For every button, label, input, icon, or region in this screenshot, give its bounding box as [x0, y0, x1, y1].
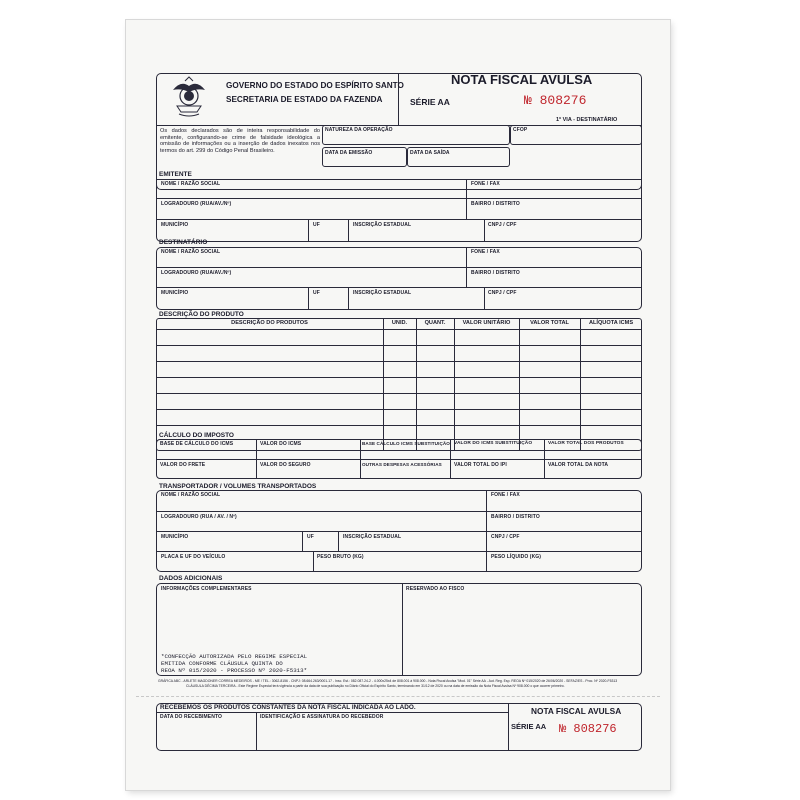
carrier-address-label: LOGRADOURO (RUA / AV. / Nº): [161, 514, 237, 520]
issuer-cnpj-label: CNPJ / CPF: [488, 222, 517, 228]
issuer-phone-label: FONE / FAX: [471, 181, 500, 187]
invoice-number: № 808276: [524, 93, 587, 108]
issuer-name-label: NOME / RAZÃO SOCIAL: [161, 181, 221, 187]
col-unit-value: VALOR UNITÁRIO: [462, 320, 511, 326]
stub-number: № 808276: [559, 722, 617, 736]
recipient-address-label: LOGRADOURO (RUA/AV./Nº): [161, 270, 232, 276]
other-expenses-label: OUTRAS DESPESAS ACESSÓRIAS: [362, 462, 442, 467]
printer-imprint-line-1: GRÁFICA ABC - ARLETE MAGDONER CORREA MEDEIROS - ME / TEL.: 3062-8156 - CNPJ: 08.664.263/0001-17 - Insc. Est.: 082.087.24-2 - 4.000x25x4 de 808.001 à 908.000 - Nota Fiscal Avulsa "Mod. 01" Série AA - Aut. Reg. Esp. REOA Nº 015/2020 de 26/06/2020 - SEFAZ/ES - Proc. Nº 2020-F5313: [158, 679, 618, 683]
carrier-cnpj-label: CNPJ / CPF: [491, 534, 520, 540]
government-line-2: SECRETARIA DE ESTADO DA FAZENDA: [226, 95, 383, 104]
icms-value-label: VALOR DO ICMS: [260, 441, 302, 447]
receipt-date-label: DATA DO RECEBIMENTO: [160, 714, 222, 720]
series-label: SÉRIE AA: [410, 97, 450, 107]
reserved-tax-label: RESERVADO AO FISCO: [406, 586, 465, 592]
issuer-ie-label: INSCRIÇÃO ESTADUAL: [353, 222, 412, 228]
col-unit: UNID.: [391, 320, 408, 326]
st-base-label: BASE CÁLCULO ICMS SUBSTITUIÇÃO: [362, 441, 450, 446]
carrier-section-title: TRANSPORTADOR / VOLUMES TRANSPORTADOS: [159, 483, 317, 490]
legal-notice: Os dados declarados são de inteira responsabilidade do emitente, configurando-se crime de falsidade ideológica a omissão de informações ou a inserção de dados inexatos nos termos do art. 299 do Código Penal Brasileiro.: [160, 128, 320, 154]
invoice-sheet: [126, 20, 670, 790]
carrier-phone-label: FONE / FAX: [491, 492, 520, 498]
stub-series: SÉRIE AA: [511, 722, 547, 731]
copy-destination: 1ª VIA - DESTINATÁRIO: [556, 117, 618, 123]
products-section-title: DESCRIÇÃO DO PRODUTO: [159, 311, 244, 318]
state-coat-of-arms-icon: [167, 76, 211, 120]
additional-section-title: DADOS ADICIONAIS: [159, 575, 223, 582]
recipient-ie-label: INSCRIÇÃO ESTADUAL: [353, 290, 412, 296]
carrier-ie-label: INSCRIÇÃO ESTADUAL: [343, 534, 402, 540]
perforation-line: [136, 696, 660, 697]
stub-title: NOTA FISCAL AVULSA: [531, 706, 622, 716]
col-total-value: VALOR TOTAL: [530, 320, 569, 326]
complementary-info-label: INFORMAÇÕES COMPLEMENTARES: [161, 586, 252, 592]
invoice-total-label: VALOR TOTAL DA NOTA: [548, 462, 609, 468]
col-quantity: QUANT.: [424, 320, 446, 326]
carrier-uf-label: UF: [307, 534, 314, 540]
cfop-field[interactable]: [510, 125, 642, 145]
carrier-district-label: BAIRRO / DISTRITO: [491, 514, 540, 520]
receipt-statement: RECEBEMOS OS PRODUTOS CONSTANTES DA NOTA FISCAL INDICADA AO LADO.: [160, 704, 416, 711]
exit-date-label: DATA DA SAÍDA: [410, 150, 450, 156]
tax-section-title: CÁLCULO DO IMPOSTO: [159, 432, 234, 439]
cfop-label: CFOP: [513, 127, 528, 133]
recipient-name-label: NOME / RAZÃO SOCIAL: [161, 249, 221, 255]
insurance-label: VALOR DO SEGURO: [260, 462, 311, 468]
recipient-uf-label: UF: [313, 290, 320, 296]
authorization-line-3: REOA Nº 015/2020 - PROCESSO Nº 2020-F5313*: [161, 667, 308, 674]
issuer-block: [156, 177, 642, 242]
issuer-section-title: EMITENTE: [159, 171, 192, 178]
col-icms-rate: ALÍQUOTA ICMS: [588, 320, 634, 326]
vehicle-plate-label: PLACA E UF DO VEÍCULO: [161, 554, 226, 560]
receiver-signature-label: IDENTIFICAÇÃO E ASSINATURA DO RECEBEDOR: [260, 714, 384, 720]
printer-imprint-line-2: CLÁUSULA DÉCIMA TERCEIRA - Este Regime Especial terá vigência a partir da data de sua publicação no Diário Oficial do Espírito Santo, terminando em 31/12 de 2020 ou na data de emissão da Nota Fiscal Avulsa Nº 908.000 o que ocorrer primeiro.: [186, 684, 565, 688]
issuer-district-label: BAIRRO / DISTRITO: [471, 201, 520, 207]
document-title: NOTA FISCAL AVULSA: [451, 72, 593, 87]
issuer-city-label: MUNICÍPIO: [161, 222, 189, 228]
st-value-label: VALOR DO ICMS SUBSTITUIÇÃO: [454, 441, 533, 446]
ipi-label: VALOR TOTAL DO IPI: [454, 462, 507, 468]
operation-nature-label: NATUREZA DA OPERAÇÃO: [325, 127, 393, 133]
recipient-district-label: BAIRRO / DISTRITO: [471, 270, 520, 276]
products-total-label: VALOR TOTAL DOS PRODUTOS: [548, 441, 624, 446]
net-weight-label: PESO LÍQUIDO (KG): [491, 554, 542, 560]
issuer-address-label: LOGRADOURO (RUA/AV./Nº): [161, 201, 232, 207]
recipient-cnpj-label: CNPJ / CPF: [488, 290, 517, 296]
authorization-line-1: *CONFECÇÃO AUTORIZADA PELO REGIME ESPECIAL: [161, 653, 308, 660]
government-line-1: GOVERNO DO ESTADO DO ESPÍRITO SANTO: [226, 81, 404, 90]
recipient-section-title: DESTINATÁRIO: [159, 239, 208, 246]
gross-weight-label: PESO BRUTO (KG): [317, 554, 364, 560]
issue-date-label: DATA DA EMISSÃO: [325, 150, 373, 156]
recipient-phone-label: FONE / FAX: [471, 249, 500, 255]
authorization-line-2: EMITIDA CONFORME CLÁUSULA QUINTA DO: [161, 660, 283, 667]
icms-base-label: BASE DE CÁLCULO DO ICMS: [160, 441, 234, 447]
freight-label: VALOR DO FRETE: [160, 462, 206, 468]
carrier-city-label: MUNICÍPIO: [161, 534, 189, 540]
issuer-uf-label: UF: [313, 222, 320, 228]
col-description: DESCRIÇÃO DO PRODUTOS: [231, 320, 308, 326]
carrier-name-label: NOME / RAZÃO SOCIAL: [161, 492, 221, 498]
recipient-block: [156, 247, 642, 310]
recipient-city-label: MUNICÍPIO: [161, 290, 189, 296]
